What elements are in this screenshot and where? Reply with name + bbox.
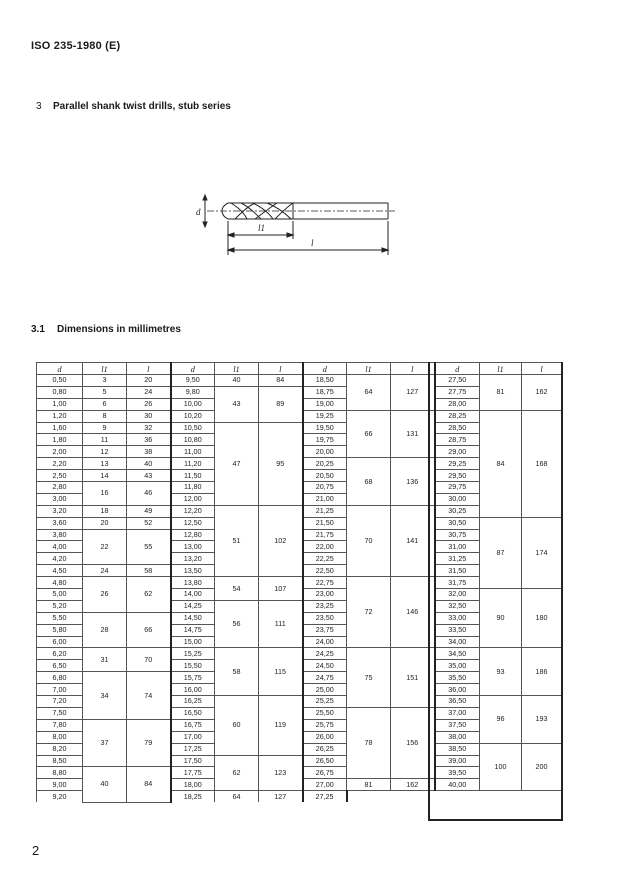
cell-l1-2: 58: [215, 648, 259, 696]
cell-l1-1: 8: [83, 410, 127, 422]
cell-d1: 6,00: [37, 636, 83, 648]
cell-d3: 24,75: [303, 672, 347, 684]
cell-d3: 26,50: [303, 755, 347, 767]
cell-d1: 3,80: [37, 529, 83, 541]
cell-d3: 22,00: [303, 541, 347, 553]
cell-l1-4: 81: [480, 375, 522, 411]
cell-d1: 5,80: [37, 624, 83, 636]
cell-empty-4: [347, 791, 480, 802]
cell-l-2: 95: [259, 422, 303, 505]
cell-l1-1: 24: [83, 565, 127, 577]
cell-d1: 6,80: [37, 672, 83, 684]
cell-l1-3: 72: [347, 577, 391, 648]
cell-l1-1: 5: [83, 386, 127, 398]
cell-l-1: 43: [127, 470, 171, 482]
cell-l1-4: 90: [480, 589, 522, 648]
cell-d2: 15,75: [171, 672, 215, 684]
cell-d2: 18,25: [171, 791, 215, 802]
column-header-d: d: [37, 363, 83, 375]
cell-l1-2: 51: [215, 505, 259, 576]
cell-d1: 7,00: [37, 684, 83, 696]
cell-d3: 24,25: [303, 648, 347, 660]
cell-d3: 23,00: [303, 589, 347, 601]
cell-l-2: 107: [259, 577, 303, 601]
cell-d4: 28,50: [435, 422, 480, 434]
cell-l1-1: 13: [83, 458, 127, 470]
dimensions-table: [36, 362, 562, 803]
column-header-l1: l1: [215, 363, 259, 375]
cell-l-3: 146: [391, 577, 435, 648]
cell-l1-3: 70: [347, 505, 391, 576]
cell-l-3: 136: [391, 458, 435, 506]
label-l: l: [311, 238, 314, 248]
cell-l1-3: 66: [347, 410, 391, 458]
table-row: [37, 648, 562, 660]
cell-d2: 17,25: [171, 743, 215, 755]
cell-l-2: 123: [259, 755, 303, 791]
cell-d2: 16,75: [171, 719, 215, 731]
cell-d4: 33,50: [435, 624, 480, 636]
cell-d1: 2,20: [37, 458, 83, 470]
column-header-l: l: [391, 363, 435, 375]
cell-d1: 1,00: [37, 398, 83, 410]
cell-d2: 17,00: [171, 731, 215, 743]
table-header: [37, 363, 562, 375]
cell-l1-1: 6: [83, 398, 127, 410]
cell-d2: 13,20: [171, 553, 215, 565]
cell-l1-1: 28: [83, 612, 127, 648]
cell-d4: 29,25: [435, 458, 480, 470]
cell-d3: 23,50: [303, 612, 347, 624]
cell-l-1: 26: [127, 398, 171, 410]
cell-l1-2: 54: [215, 577, 259, 601]
cell-l1-4: 96: [480, 696, 522, 744]
column-header-l1: l1: [83, 363, 127, 375]
cell-l1-4: 84: [480, 410, 522, 517]
cell-l-2: 119: [259, 696, 303, 755]
cell-d3: 19,50: [303, 422, 347, 434]
cell-d1: 1,80: [37, 434, 83, 446]
cell-d2: 16,00: [171, 684, 215, 696]
cell-d3: 24,00: [303, 636, 347, 648]
cell-d4: 31,25: [435, 553, 480, 565]
cell-d4: 28,00: [435, 398, 480, 410]
cell-d3: 26,00: [303, 731, 347, 743]
cell-d4: 31,50: [435, 565, 480, 577]
cell-l-1: 20: [127, 375, 171, 387]
cell-l1-1: 16: [83, 482, 127, 506]
cell-l1-2: 64: [215, 791, 259, 802]
cell-d2: 11,80: [171, 482, 215, 494]
cell-l-1: 79: [127, 719, 171, 767]
cell-l-4: 186: [522, 648, 562, 696]
cell-l1-2: 40: [215, 375, 259, 387]
cell-l1-1: 37: [83, 719, 127, 767]
column-header-l1: l1: [480, 363, 522, 375]
cell-d1: 5,00: [37, 589, 83, 601]
cell-l1-1: 14: [83, 470, 127, 482]
cell-l-4: 180: [522, 589, 562, 648]
cell-d4: 34,00: [435, 636, 480, 648]
table-row: [37, 375, 562, 387]
cell-l1-2: 62: [215, 755, 259, 791]
column-header-l: l: [259, 363, 303, 375]
cell-d1: 3,20: [37, 505, 83, 517]
cell-d4: 35,00: [435, 660, 480, 672]
cell-d2: 12,20: [171, 505, 215, 517]
cell-l-4: 162: [522, 375, 562, 411]
column-header-d: d: [303, 363, 347, 375]
cell-d3: 22,50: [303, 565, 347, 577]
cell-d2: 9,80: [171, 386, 215, 398]
cell-d4: 31,75: [435, 577, 480, 589]
cell-d4: 39,00: [435, 755, 480, 767]
cell-d4: 38,00: [435, 731, 480, 743]
cell-l-3: 131: [391, 410, 435, 458]
cell-l1-1: 9: [83, 422, 127, 434]
cell-l1-1: 34: [83, 672, 127, 720]
cell-d4: 32,00: [435, 589, 480, 601]
cell-l-1: 24: [127, 386, 171, 398]
column-header-d: d: [435, 363, 480, 375]
cell-d3: 25,00: [303, 684, 347, 696]
cell-d1: 6,20: [37, 648, 83, 660]
cell-d4: 34,50: [435, 648, 480, 660]
cell-l-1: 66: [127, 612, 171, 648]
cell-d2: 12,80: [171, 529, 215, 541]
column-header-d: d: [171, 363, 215, 375]
cell-l1-3: 78: [347, 707, 391, 778]
cell-d2: 15,50: [171, 660, 215, 672]
page-number: 2: [32, 843, 40, 858]
cell-l-3: 151: [391, 648, 435, 707]
cell-d1: 8,50: [37, 755, 83, 767]
cell-d2: 15,25: [171, 648, 215, 660]
cell-d3: 22,25: [303, 553, 347, 565]
cell-l1-4: 100: [480, 743, 522, 791]
cell-d2: 10,50: [171, 422, 215, 434]
cell-d2: 14,00: [171, 589, 215, 601]
cell-l-1: 38: [127, 446, 171, 458]
cell-d2: 15,00: [171, 636, 215, 648]
cell-d3: 23,25: [303, 600, 347, 612]
cell-l1-1: 31: [83, 648, 127, 672]
cell-d3: 26,75: [303, 767, 347, 779]
cell-l1-2: 56: [215, 600, 259, 648]
cell-d3: 21,25: [303, 505, 347, 517]
cell-l-1: 52: [127, 517, 171, 529]
cell-d1: 2,50: [37, 470, 83, 482]
cell-l-4: 168: [522, 410, 562, 517]
cell-d2: 13,50: [171, 565, 215, 577]
cell-l1-1: 20: [83, 517, 127, 529]
cell-d3: 18,75: [303, 386, 347, 398]
cell-l1-1: 3: [83, 375, 127, 387]
section-number: 3: [36, 101, 42, 112]
cell-d3: 25,75: [303, 719, 347, 731]
subsection-number: 3.1: [31, 324, 45, 335]
column-header-l: l: [522, 363, 562, 375]
cell-d2: 11,00: [171, 446, 215, 458]
cell-d3: 27,00: [303, 779, 347, 791]
cell-d2: 18,00: [171, 779, 215, 791]
cell-d3: 21,50: [303, 517, 347, 529]
cell-d2: 13,00: [171, 541, 215, 553]
subsection-title: [31, 324, 181, 335]
cell-d4: 31,00: [435, 541, 480, 553]
cell-l-1: 32: [127, 422, 171, 434]
cell-l-4: 200: [522, 743, 562, 791]
section-title-text: Parallel shank twist drills, stub series: [53, 101, 231, 112]
cell-d1: 1,60: [37, 422, 83, 434]
cell-d4: 39,50: [435, 767, 480, 779]
cell-l1-4: 87: [480, 517, 522, 588]
cell-d3: 20,00: [303, 446, 347, 458]
header-row: [37, 363, 562, 375]
cell-d3: 27,25: [303, 791, 347, 802]
cell-l-2: 102: [259, 505, 303, 576]
cell-d1: 8,20: [37, 743, 83, 755]
cell-d4: 36,50: [435, 696, 480, 708]
cell-l-1: 74: [127, 672, 171, 720]
cell-d4: 40,00: [435, 779, 480, 791]
section-title: [36, 101, 231, 112]
cell-d4: 30,50: [435, 517, 480, 529]
dimensions-table-wrap: [36, 362, 561, 824]
cell-d4: 35,50: [435, 672, 480, 684]
cell-d4: 33,00: [435, 612, 480, 624]
cell-l1-3: 68: [347, 458, 391, 506]
cell-d4: 27,50: [435, 375, 480, 387]
cell-d3: 18,50: [303, 375, 347, 387]
cell-d2: 13,80: [171, 577, 215, 589]
cell-l1-3: 75: [347, 648, 391, 707]
cell-l-2: 111: [259, 600, 303, 648]
cell-d1: 3,00: [37, 493, 83, 505]
cell-l1-1: 40: [83, 767, 127, 802]
cell-d2: 12,50: [171, 517, 215, 529]
cell-d1: 8,80: [37, 767, 83, 779]
cell-l-1: 84: [127, 767, 171, 802]
cell-l1-4: 93: [480, 648, 522, 696]
cell-l-3: 127: [391, 375, 435, 411]
cell-d3: 21,00: [303, 493, 347, 505]
cell-d2: 11,50: [171, 470, 215, 482]
cell-d4: 36,00: [435, 684, 480, 696]
cell-d2: 17,50: [171, 755, 215, 767]
cell-d2: 16,50: [171, 707, 215, 719]
cell-d4: 29,50: [435, 470, 480, 482]
cell-l-1: 40: [127, 458, 171, 470]
label-l1: l1: [258, 223, 266, 233]
cell-d1: 2,80: [37, 482, 83, 494]
cell-d3: 19,75: [303, 434, 347, 446]
drill-drawing: [195, 183, 400, 258]
cell-l1-1: 11: [83, 434, 127, 446]
cell-l1-3: 64: [347, 375, 391, 411]
cell-d1: 0,50: [37, 375, 83, 387]
cell-l1-2: 47: [215, 422, 259, 505]
cell-d2: 14,75: [171, 624, 215, 636]
cell-d2: 10,00: [171, 398, 215, 410]
cell-d1: 5,20: [37, 600, 83, 612]
subsection-title-text: Dimensions in millimetres: [57, 324, 181, 335]
cell-d1: 4,00: [37, 541, 83, 553]
cell-d3: 19,00: [303, 398, 347, 410]
cell-d1: 2,00: [37, 446, 83, 458]
cell-d2: 10,20: [171, 410, 215, 422]
cell-d1: 5,50: [37, 612, 83, 624]
cell-d1: 7,20: [37, 696, 83, 708]
cell-l1-3: 81: [347, 779, 391, 791]
cell-l-1: 55: [127, 529, 171, 565]
cell-l-1: 62: [127, 577, 171, 613]
cell-l1-1: 26: [83, 577, 127, 613]
cell-d1: 4,50: [37, 565, 83, 577]
cell-l-3: 141: [391, 505, 435, 576]
cell-d3: 23,75: [303, 624, 347, 636]
cell-l-1: 49: [127, 505, 171, 517]
cell-l1-1: 12: [83, 446, 127, 458]
cell-d2: 14,50: [171, 612, 215, 624]
table-body: [37, 375, 562, 803]
cell-d2: 14,25: [171, 600, 215, 612]
cell-d2: 12,00: [171, 493, 215, 505]
cell-l-1: 58: [127, 565, 171, 577]
cell-d3: 22,75: [303, 577, 347, 589]
cell-d1: 4,20: [37, 553, 83, 565]
cell-d4: 27,75: [435, 386, 480, 398]
cell-l-4: 174: [522, 517, 562, 588]
cell-d3: 25,25: [303, 696, 347, 708]
cell-l1-2: 43: [215, 386, 259, 422]
cell-l-1: 30: [127, 410, 171, 422]
cell-d1: 9,20: [37, 791, 83, 802]
cell-d1: 4,80: [37, 577, 83, 589]
cell-l-3: 162: [391, 779, 435, 791]
cell-l-2: 115: [259, 648, 303, 696]
cell-d2: 17,75: [171, 767, 215, 779]
cell-d1: 7,80: [37, 719, 83, 731]
cell-d3: 20,50: [303, 470, 347, 482]
cell-d4: 29,75: [435, 482, 480, 494]
cell-d4: 28,75: [435, 434, 480, 446]
cell-d1: 8,00: [37, 731, 83, 743]
cell-d4: 30,00: [435, 493, 480, 505]
cell-d1: 3,60: [37, 517, 83, 529]
cell-d2: 11,20: [171, 458, 215, 470]
column-header-l: l: [127, 363, 171, 375]
document-id: ISO 235-1980 (E): [31, 40, 121, 52]
label-d: d: [196, 207, 201, 217]
cell-d4: 30,25: [435, 505, 480, 517]
cell-l-2: 127: [259, 791, 303, 802]
cell-l1-1: 18: [83, 505, 127, 517]
cell-d1: 9,00: [37, 779, 83, 791]
cell-l-2: 89: [259, 386, 303, 422]
cell-d4: 38,50: [435, 743, 480, 755]
cell-d2: 10,80: [171, 434, 215, 446]
cell-d4: 28,25: [435, 410, 480, 422]
column-header-l1: l1: [347, 363, 391, 375]
cell-d4: 32,50: [435, 600, 480, 612]
cell-d3: 20,75: [303, 482, 347, 494]
cell-d3: 19,25: [303, 410, 347, 422]
cell-l1-1: 22: [83, 529, 127, 565]
cell-d2: 16,25: [171, 696, 215, 708]
cell-d1: 6,50: [37, 660, 83, 672]
cell-d1: 1,20: [37, 410, 83, 422]
cell-d3: 24,50: [303, 660, 347, 672]
cell-l-1: 46: [127, 482, 171, 506]
cell-d4: 37,50: [435, 719, 480, 731]
cell-d4: 37,00: [435, 707, 480, 719]
cell-l-4: 193: [522, 696, 562, 744]
cell-l-3: 156: [391, 707, 435, 778]
cell-l-2: 84: [259, 375, 303, 387]
cell-d4: 30,75: [435, 529, 480, 541]
cell-d1: 0,80: [37, 386, 83, 398]
cell-l1-2: 60: [215, 696, 259, 755]
cell-d2: 9,50: [171, 375, 215, 387]
cell-d3: 25,50: [303, 707, 347, 719]
cell-l-1: 36: [127, 434, 171, 446]
cell-d1: 7,50: [37, 707, 83, 719]
cell-d3: 21,75: [303, 529, 347, 541]
cell-l-1: 70: [127, 648, 171, 672]
cell-d3: 26,25: [303, 743, 347, 755]
cell-d3: 20,25: [303, 458, 347, 470]
cell-d4: 29,00: [435, 446, 480, 458]
